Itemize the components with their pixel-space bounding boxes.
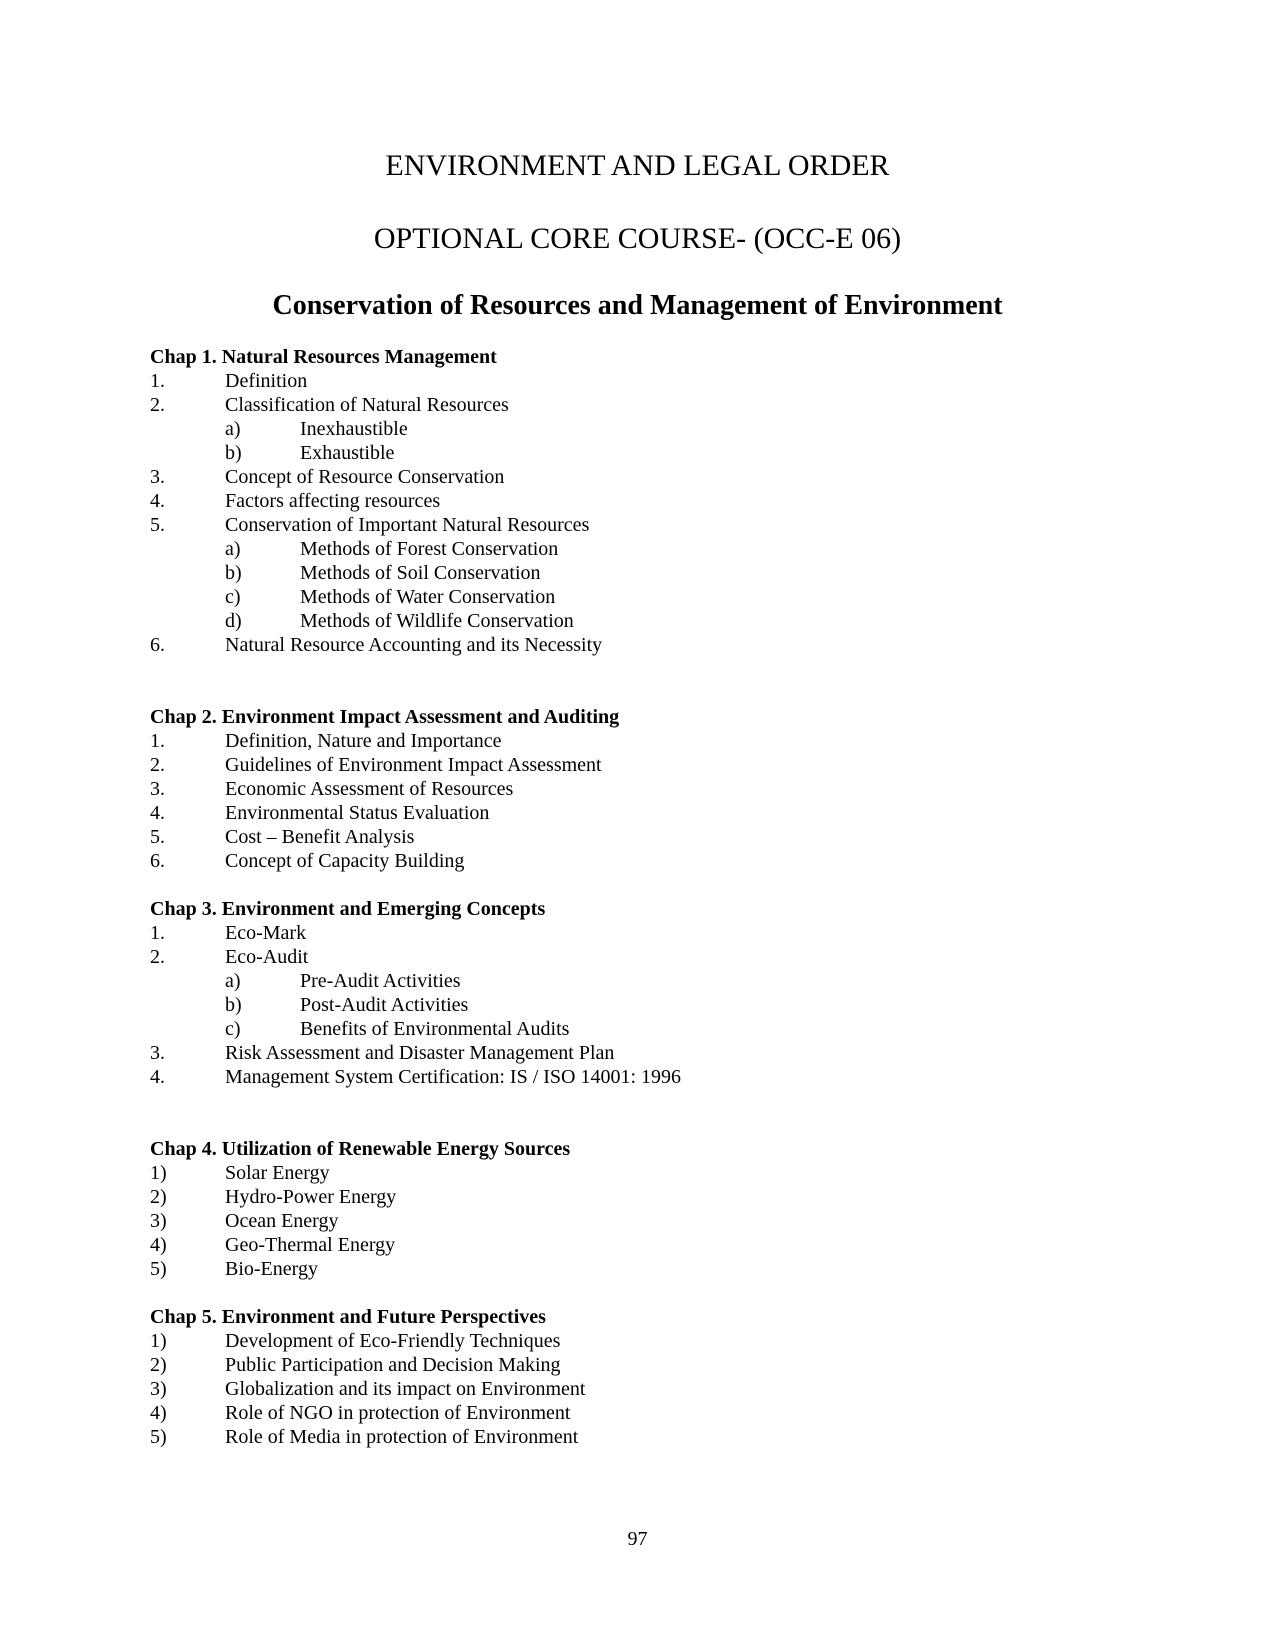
item-text: Eco-Mark <box>225 922 307 944</box>
document-title: ENVIRONMENT AND LEGAL ORDER <box>385 149 890 182</box>
section-spacer <box>150 1089 1200 1137</box>
item-text: Concept of Capacity Building <box>225 850 465 872</box>
list-item <box>150 1041 1200 1065</box>
chapter-heading: Chap 1. Natural Resources Management <box>150 346 497 368</box>
sub-list-item <box>150 417 1200 441</box>
section-spacer <box>150 1281 1200 1305</box>
sub-item-text: Post-Audit Activities <box>300 994 469 1016</box>
item-number: 5. <box>150 826 165 848</box>
item-text: Risk Assessment and Disaster Management Plan <box>225 1042 615 1064</box>
item-number: 5) <box>150 1426 167 1448</box>
list-item <box>150 465 1200 489</box>
item-number: 1. <box>150 370 165 392</box>
list-item <box>150 489 1200 513</box>
sub-item-text: Benefits of Environmental Audits <box>300 1018 570 1040</box>
sub-item-letter: b) <box>225 994 242 1016</box>
chapter-heading: Chap 5. Environment and Future Perspectives <box>150 1306 546 1328</box>
sub-list-item <box>150 969 1200 993</box>
syllabus-content <box>150 345 1200 1449</box>
item-text: Role of NGO in protection of Environment <box>225 1402 571 1424</box>
item-text: Definition <box>225 370 308 392</box>
list-item <box>150 849 1200 873</box>
item-text: Globalization and its impact on Environment <box>225 1378 586 1400</box>
item-number: 3. <box>150 466 165 488</box>
item-text: Definition, Nature and Importance <box>225 730 502 752</box>
item-number: 6. <box>150 850 165 872</box>
chapter-heading: Chap 2. Environment Impact Assessment and Auditing <box>150 706 620 728</box>
item-text: Development of Eco-Friendly Techniques <box>225 1330 561 1352</box>
sub-item-letter: a) <box>225 970 241 992</box>
sub-item-text: Inexhaustible <box>300 418 408 440</box>
item-number: 4) <box>150 1402 167 1424</box>
chapter-5 <box>150 1305 1200 1449</box>
sub-item-text: Methods of Wildlife Conservation <box>300 610 574 632</box>
item-number: 2) <box>150 1186 167 1208</box>
item-text: Natural Resource Accounting and its Necessity <box>225 634 603 656</box>
item-text: Concept of Resource Conservation <box>225 466 505 488</box>
page-number: 97 <box>627 1528 648 1550</box>
chapter-1 <box>150 345 1200 657</box>
item-number: 3) <box>150 1378 167 1400</box>
list-item <box>150 633 1200 657</box>
sub-item-letter: d) <box>225 610 242 632</box>
section-spacer <box>150 657 1200 705</box>
chapter-2 <box>150 705 1200 873</box>
list-item <box>150 825 1200 849</box>
chapter-heading: Chap 4. Utilization of Renewable Energy Sources <box>150 1138 571 1160</box>
item-text: Role of Media in protection of Environment <box>225 1426 579 1448</box>
sub-item-text: Methods of Forest Conservation <box>300 538 559 560</box>
item-number: 3) <box>150 1210 167 1232</box>
item-number: 1) <box>150 1330 167 1352</box>
item-text: Environmental Status Evaluation <box>225 802 490 824</box>
list-item <box>150 1353 1200 1377</box>
list-item <box>150 369 1200 393</box>
item-number: 4. <box>150 1066 165 1088</box>
course-title: OPTIONAL CORE COURSE- (OCC-E 06) <box>373 222 902 255</box>
item-number: 5. <box>150 514 165 536</box>
item-number: 4. <box>150 490 165 512</box>
sub-item-letter: a) <box>225 538 241 560</box>
chapter-heading: Chap 3. Environment and Emerging Concepts <box>150 898 546 920</box>
list-item <box>150 1425 1200 1449</box>
sub-item-text: Methods of Water Conservation <box>300 586 556 608</box>
list-item <box>150 1329 1200 1353</box>
sub-item-text: Exhaustible <box>300 442 395 464</box>
item-text: Solar Energy <box>225 1162 330 1184</box>
item-number: 2) <box>150 1354 167 1376</box>
item-text: Guidelines of Environment Impact Assessment <box>225 754 602 776</box>
sub-item-letter: b) <box>225 442 242 464</box>
list-item <box>150 1257 1200 1281</box>
chapter-3 <box>150 897 1200 1089</box>
item-number: 2. <box>150 946 165 968</box>
item-number: 1. <box>150 730 165 752</box>
sub-list-item <box>150 561 1200 585</box>
item-text: Ocean Energy <box>225 1210 339 1232</box>
item-number: 3. <box>150 778 165 800</box>
list-item <box>150 1233 1200 1257</box>
item-number: 6. <box>150 634 165 656</box>
list-item <box>150 1065 1200 1089</box>
item-text: Factors affecting resources <box>225 490 441 512</box>
list-item <box>150 513 1200 537</box>
list-item <box>150 1209 1200 1233</box>
item-text: Bio-Energy <box>225 1258 318 1280</box>
item-text: Geo-Thermal Energy <box>225 1234 396 1256</box>
sub-item-letter: a) <box>225 418 241 440</box>
sub-list-item <box>150 441 1200 465</box>
item-number: 5) <box>150 1258 167 1280</box>
item-text: Public Participation and Decision Making <box>225 1354 561 1376</box>
item-text: Classification of Natural Resources <box>225 394 509 416</box>
list-item <box>150 1185 1200 1209</box>
item-text: Hydro-Power Energy <box>225 1186 397 1208</box>
item-number: 2. <box>150 754 165 776</box>
sub-item-letter: b) <box>225 562 242 584</box>
sub-item-letter: c) <box>225 1018 241 1040</box>
sub-item-text: Methods of Soil Conservation <box>300 562 541 584</box>
list-item <box>150 945 1200 969</box>
sub-item-text: Pre-Audit Activities <box>300 970 461 992</box>
list-item <box>150 1377 1200 1401</box>
list-item <box>150 801 1200 825</box>
sub-list-item <box>150 537 1200 561</box>
list-item <box>150 921 1200 945</box>
subject-title: Conservation of Resources and Management of Environment <box>272 290 1003 321</box>
list-item <box>150 753 1200 777</box>
item-text: Eco-Audit <box>225 946 309 968</box>
list-item <box>150 393 1200 417</box>
sub-item-letter: c) <box>225 586 241 608</box>
list-item <box>150 1161 1200 1185</box>
item-number: 3. <box>150 1042 165 1064</box>
section-spacer <box>150 873 1200 897</box>
item-number: 1) <box>150 1162 167 1184</box>
item-number: 2. <box>150 394 165 416</box>
item-number: 4. <box>150 802 165 824</box>
sub-list-item <box>150 993 1200 1017</box>
item-text: Conservation of Important Natural Resources <box>225 514 590 536</box>
item-text: Economic Assessment of Resources <box>225 778 514 800</box>
sub-list-item <box>150 1017 1200 1041</box>
item-number: 1. <box>150 922 165 944</box>
item-text: Cost – Benefit Analysis <box>225 826 415 848</box>
sub-list-item <box>150 609 1200 633</box>
list-item <box>150 729 1200 753</box>
list-item <box>150 1401 1200 1425</box>
item-number: 4) <box>150 1234 167 1256</box>
chapter-4 <box>150 1137 1200 1281</box>
list-item <box>150 777 1200 801</box>
sub-list-item <box>150 585 1200 609</box>
item-text: Management System Certification: IS / ISO 14001: 1996 <box>225 1066 682 1088</box>
